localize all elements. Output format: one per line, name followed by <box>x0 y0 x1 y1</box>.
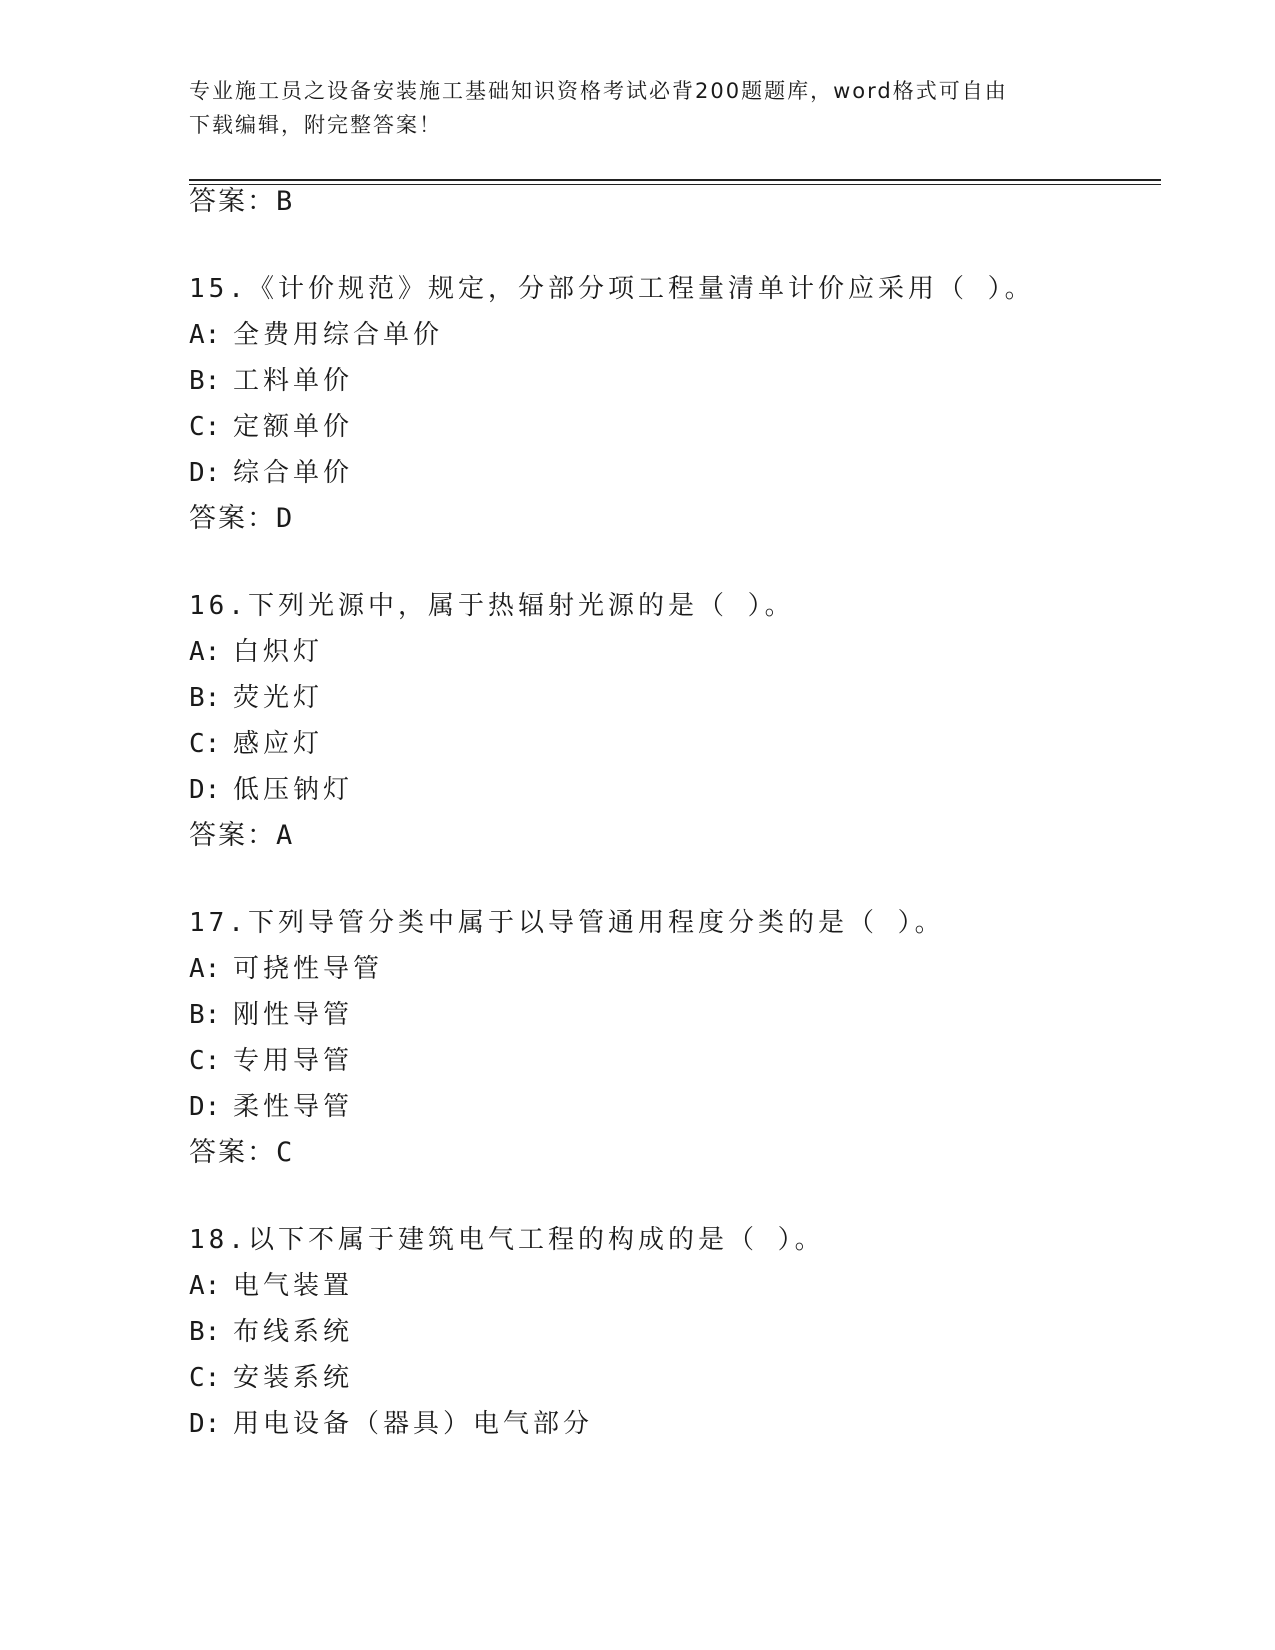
option-letter: D: <box>189 1092 221 1122</box>
option-a <box>189 629 1189 675</box>
option-d <box>189 1401 1189 1447</box>
option-text: 电气装置 <box>233 1271 354 1301</box>
question-stem: 18.以下不属于建筑电气工程的构成的是（ ）。 <box>189 1225 825 1255</box>
option-c <box>189 1038 1189 1084</box>
question-15 <box>189 266 1189 542</box>
header-divider-thick <box>189 179 1161 181</box>
option-letter: B: <box>189 683 221 713</box>
question-16 <box>189 583 1189 859</box>
option-text: 低压钠灯 <box>233 775 354 805</box>
option-text: 布线系统 <box>233 1317 354 1347</box>
option-a <box>189 946 1189 992</box>
option-text: 感应灯 <box>233 729 324 759</box>
option-b <box>189 675 1189 721</box>
option-letter: D: <box>189 458 221 488</box>
previous-answer: 答案：B <box>189 186 295 217</box>
option-letter: A: <box>189 1271 221 1301</box>
option-letter: B: <box>189 366 221 396</box>
option-d <box>189 1084 1189 1130</box>
answer: 答案：A <box>189 820 295 851</box>
question-17 <box>189 900 1189 1176</box>
question-stem: 16.下列光源中，属于热辐射光源的是（ ）。 <box>189 591 795 621</box>
option-letter: A: <box>189 637 221 667</box>
option-d <box>189 767 1189 813</box>
answer: 答案：C <box>189 1137 295 1168</box>
option-text: 专用导管 <box>233 1046 354 1076</box>
option-text: 定额单价 <box>233 412 354 442</box>
header-line-2: 下载编辑，附完整答案！ <box>189 113 442 137</box>
option-letter: C: <box>189 1046 221 1076</box>
option-letter: B: <box>189 1317 221 1347</box>
option-letter: D: <box>189 775 221 805</box>
option-text: 刚性导管 <box>233 1000 354 1030</box>
option-letter: C: <box>189 729 221 759</box>
option-c <box>189 404 1189 450</box>
option-d <box>189 450 1189 496</box>
option-text: 白炽灯 <box>233 637 324 667</box>
option-text: 可挠性导管 <box>233 954 384 984</box>
option-a <box>189 312 1189 358</box>
option-a <box>189 1263 1189 1309</box>
option-text: 荧光灯 <box>233 683 324 713</box>
option-letter: A: <box>189 954 221 984</box>
option-text: 综合单价 <box>233 458 354 488</box>
option-letter: C: <box>189 1363 221 1393</box>
option-b <box>189 992 1189 1038</box>
question-stem: 17.下列导管分类中属于以导管通用程度分类的是（ ）。 <box>189 908 945 938</box>
header-line-1: 专业施工员之设备安装施工基础知识资格考试必背200题题库，word格式可自由 <box>189 79 1008 103</box>
option-letter: A: <box>189 320 221 350</box>
option-text: 用电设备（器具）电气部分 <box>233 1409 594 1439</box>
question-18 <box>189 1217 1189 1447</box>
option-b <box>189 1309 1189 1355</box>
option-text: 全费用综合单价 <box>233 320 444 350</box>
option-text: 工料单价 <box>233 366 354 396</box>
option-b <box>189 358 1189 404</box>
answer: 答案：D <box>189 503 295 534</box>
document-header <box>189 74 1069 142</box>
option-text: 安装系统 <box>233 1363 354 1393</box>
option-text: 柔性导管 <box>233 1092 354 1122</box>
option-letter: D: <box>189 1409 221 1439</box>
question-stem: 15.《计价规范》规定，分部分项工程量清单计价应采用（ ）。 <box>189 274 1035 304</box>
header-divider-thin <box>189 184 1161 185</box>
option-letter: B: <box>189 1000 221 1030</box>
option-c <box>189 721 1189 767</box>
option-letter: C: <box>189 412 221 442</box>
option-c <box>189 1355 1189 1401</box>
